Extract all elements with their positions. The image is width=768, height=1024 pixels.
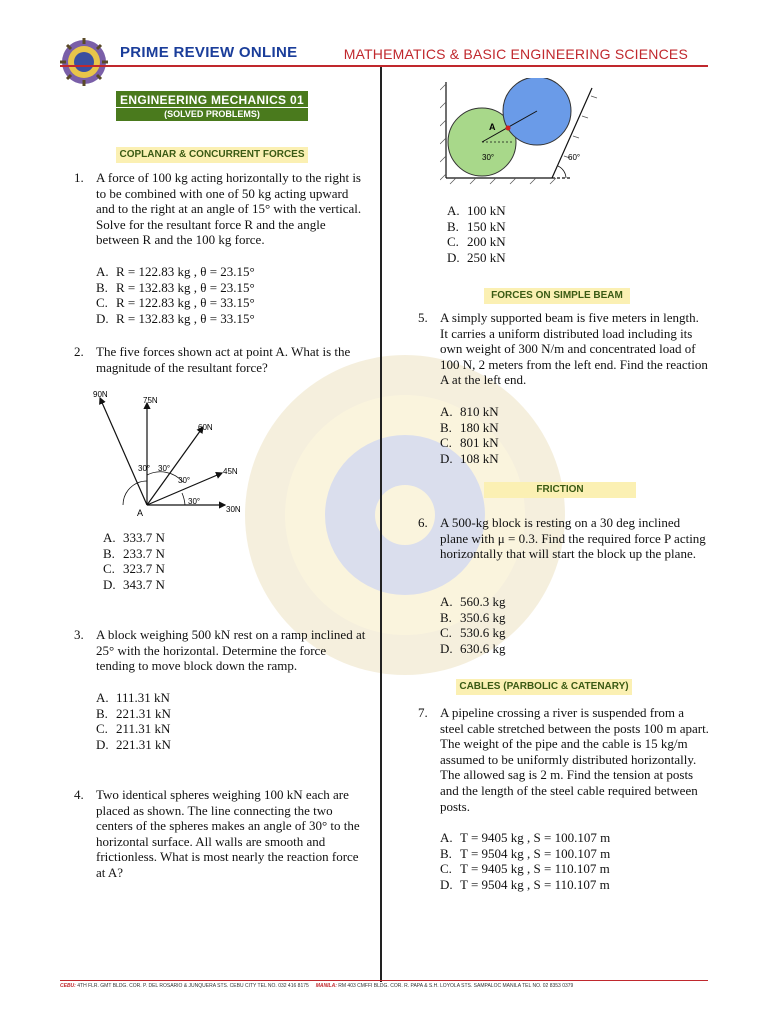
force-arrow-90n — [100, 398, 147, 505]
choices-6 — [440, 594, 506, 656]
choice: A. 111.31 kN — [96, 690, 170, 705]
choice: A. 810 kN — [440, 404, 499, 419]
choices-7 — [440, 830, 610, 892]
question-1 — [74, 170, 366, 248]
question-text: Two identical spheres weighing 100 kN each are placed as shown. The line connecting the two centers of the spheres makes an angle of 30° to the horizontal surface. All walls are smooth and frictionless. What is most nearly the reaction force at A? — [96, 787, 360, 880]
choice: A. 100 kN — [447, 203, 506, 218]
question-text: A 500-kg block is resting on a 30 deg inclined plane with μ = 0.3. Find the required force P acting horizontally that will start the block up the plane. — [440, 515, 706, 562]
brand-name: PRIME REVIEW ONLINE — [120, 44, 298, 61]
choice: D. 343.7 N — [103, 576, 165, 592]
choices-3 — [96, 690, 171, 752]
spheres-diagram — [440, 78, 610, 190]
choice: D. T = 9504 kg , S = 110.107 m — [440, 876, 610, 892]
choice: B. 180 kN — [440, 419, 499, 435]
question-number: 7. — [418, 705, 428, 720]
choice: B. T = 9504 kg , S = 100.107 m — [440, 845, 611, 861]
footer-manila-label: MANILA: — [315, 983, 337, 989]
label-45n: 45N — [223, 467, 238, 476]
question-6 — [418, 515, 710, 562]
footer-cebu-label: CEBU: — [60, 983, 76, 989]
angle-label: 60° — [568, 153, 581, 162]
section-coplanar: COPLANAR & CONCURRENT FORCES — [116, 147, 308, 163]
choices-4 — [447, 203, 506, 265]
contact-point-a — [506, 126, 511, 131]
choice: C. R = 122.83 kg , θ = 33.15° — [96, 295, 255, 311]
choices-2 — [103, 530, 165, 592]
footer-manila-address: RM 403 CMFFI BLDG. COR. R. PAPA & S.H. LOYOLA STS. SAMPALOC MANILA TEL NO. 02 8353 0379 — [338, 983, 574, 989]
angle-label: 30° — [158, 464, 171, 473]
choices-1 — [96, 264, 255, 326]
choice: D. 250 kN — [447, 249, 506, 265]
choices-5 — [440, 404, 499, 466]
label-60n: 60N — [198, 423, 213, 432]
choice: B. 221.31 kN — [96, 705, 171, 721]
point-a-label: A — [137, 508, 144, 518]
choice: C. 211.31 kN — [96, 721, 171, 737]
section-cables: CABLES (PARBOLIC & CATENARY) — [456, 679, 632, 695]
choice: D. 108 kN — [440, 450, 499, 466]
question-5 — [418, 310, 710, 388]
question-text: A pipeline crossing a river is suspended from a steel cable stretched between the posts 100 m apart. The weight of the pipe and the cable is 15 kg/m assumed to be uniformly distributed horizontally. The allowed sag is 2 m. Find the tension at posts and the length of the steel cable required between posts. — [440, 705, 709, 814]
angle-label: 30° — [138, 464, 151, 473]
choice: B. 350.6 kg — [440, 609, 506, 625]
question-7 — [418, 705, 710, 814]
angle-label: 30° — [482, 153, 495, 162]
choice: A. 333.7 N — [103, 530, 165, 545]
label-75n: 75N — [143, 396, 158, 405]
question-text: The five forces shown act at point A. What is the magnitude of the resultant force? — [96, 344, 351, 375]
question-2 — [74, 344, 366, 375]
choice: A. 560.3 kg — [440, 594, 506, 609]
title-line1: ENGINEERING MECHANICS 01 — [120, 93, 304, 107]
question-text: A block weighing 500 kN rest on a ramp inclined at 25° with the horizontal. Determine the force tending to move block down the ramp. — [96, 627, 366, 674]
question-number: 3. — [74, 627, 84, 642]
choice: D. R = 132.83 kg , θ = 33.15° — [96, 310, 255, 326]
footer — [60, 983, 708, 989]
section-simple-beam: FORCES ON SIMPLE BEAM — [484, 288, 630, 304]
section-friction: FRICTION — [484, 482, 636, 498]
angle-label: 30° — [178, 476, 191, 485]
choice: B. R = 132.83 kg , θ = 23.15° — [96, 279, 255, 295]
force-diagram — [85, 385, 265, 520]
choice: B. 150 kN — [447, 218, 506, 234]
question-text: A simply supported beam is five meters in length. It carries a uniform distributed load including its own weight of 300 N/m and concentrated load of 100 N, 2 meters from the left end. Find the reaction A at the left end. — [440, 310, 708, 388]
question-text: A force of 100 kg acting horizontally to the right is to be combined with one of 50 kg acting upward and to the right at an angle of 15° with the vertical. Solve for the resultant force R and the angle between R and the 100 kg force. — [96, 170, 362, 248]
angle-label: 30° — [188, 497, 201, 506]
footer-rule — [60, 980, 708, 981]
choice: C. T = 9405 kg , S = 110.107 m — [440, 861, 610, 877]
column-divider — [380, 67, 382, 982]
choice: C. 530.6 kg — [440, 625, 506, 641]
question-number: 5. — [418, 310, 428, 325]
choice: A. R = 122.83 kg , θ = 23.15° — [96, 264, 255, 279]
choice: D. 630.6 kg — [440, 640, 506, 656]
question-3 — [74, 627, 366, 674]
title-line2: (SOLVED PROBLEMS) — [116, 107, 308, 121]
label-30n: 30N — [226, 505, 241, 514]
question-number: 4. — [74, 787, 84, 802]
choice: B. 233.7 N — [103, 545, 165, 561]
question-number: 1. — [74, 170, 84, 185]
label-90n: 90N — [93, 390, 108, 399]
choice: C. 323.7 N — [103, 561, 165, 577]
point-a-label: A — [489, 122, 496, 132]
question-4 — [74, 787, 366, 881]
header-rule — [60, 65, 708, 67]
question-number: 2. — [74, 344, 84, 359]
choice: D. 221.31 kN — [96, 736, 171, 752]
choice: C. 200 kN — [447, 234, 506, 250]
prime-logo-icon — [60, 38, 108, 86]
question-number: 6. — [418, 515, 428, 530]
footer-cebu-address: 4TH FLR. GMT BLDG. COR. P. DEL ROSARIO & JUNQUERA STS. CEBU CITY TEL NO. 032 416 8175 — [77, 983, 309, 989]
choice: C. 801 kN — [440, 435, 499, 451]
document-title — [116, 91, 308, 121]
choice: A. T = 9405 kg , S = 100.107 m — [440, 830, 611, 845]
subject-title: MATHEMATICS & BASIC ENGINEERING SCIENCES — [343, 46, 688, 62]
